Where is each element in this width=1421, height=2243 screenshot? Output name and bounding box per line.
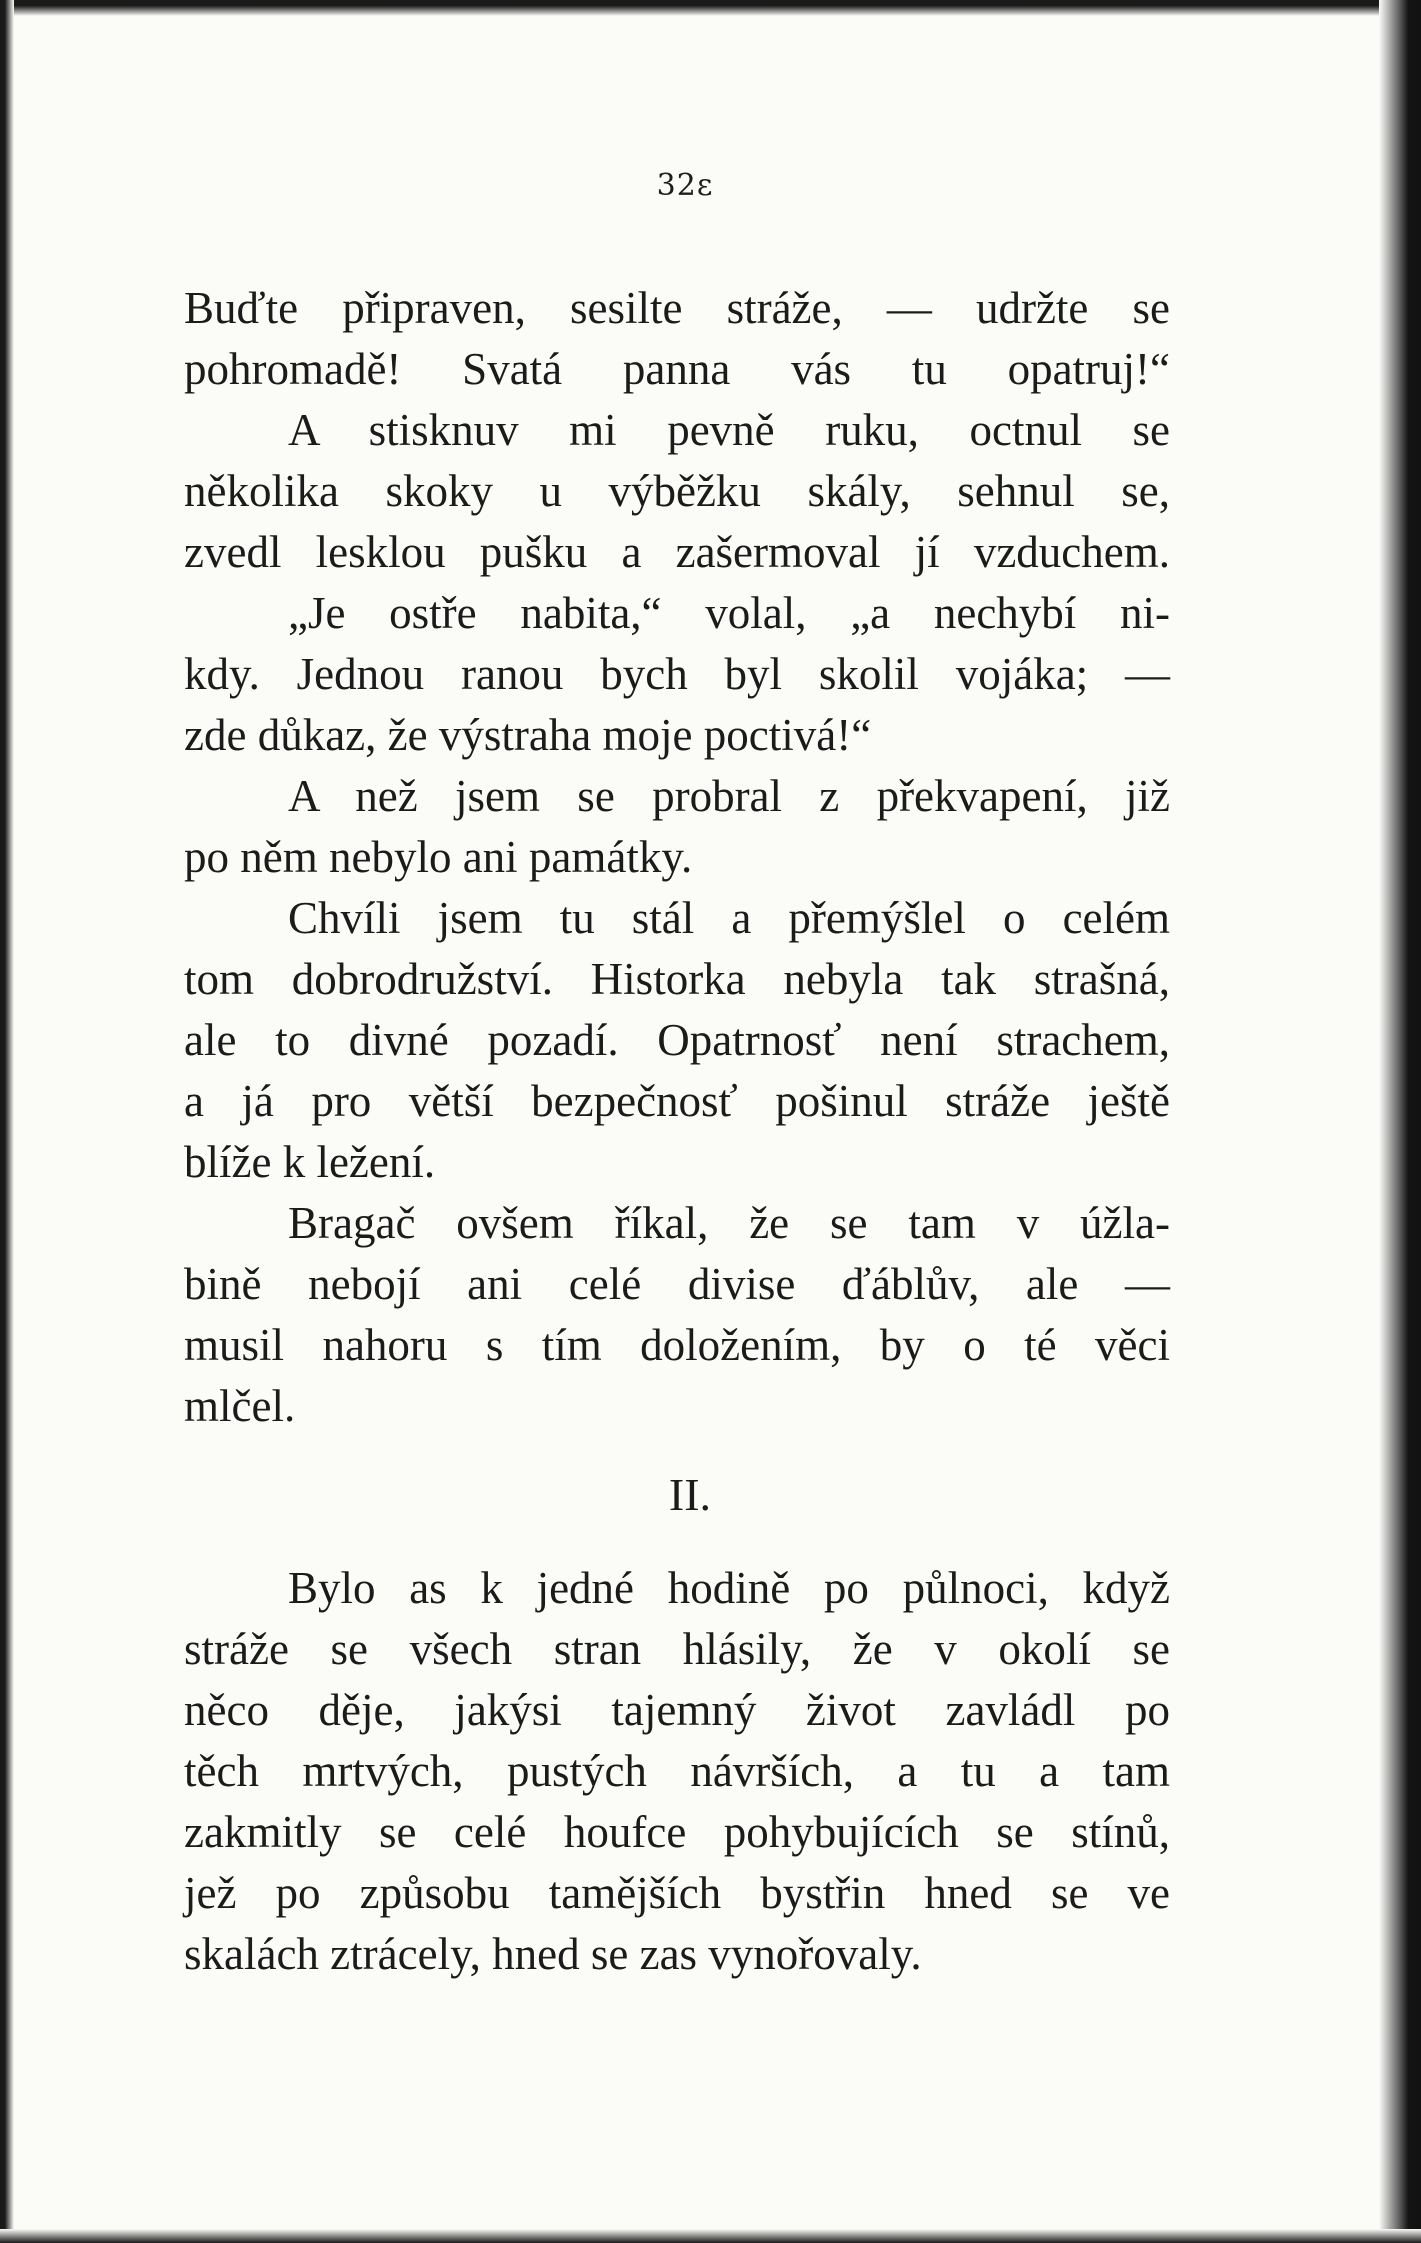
section-heading: II. [668,1469,712,1520]
text-line: těch mrtvých, pustých návrších, a tu a tam [184,1746,1170,1796]
scan-edge-right [1379,0,1421,2243]
text-block-1 [184,278,1170,1437]
text-line: zakmitly se celé houfce pohybujících se stínů, [184,1807,1170,1857]
text-line: A než jsem se probral z překvapení, již [288,771,1170,821]
text-line: mlčel. [184,1381,296,1431]
text-line: bině nebojí ani celé divise ďáblův, ale — [184,1259,1170,1309]
scan-edge-left [0,0,14,2243]
text-line: Chvíli jsem tu stál a přemýšlel o celém [288,893,1170,943]
text-line: musil nahoru s tím doložením, by o té věci [184,1320,1170,1370]
text-line: a já pro větší bezpečnosť pošinul stráže ještě [184,1076,1170,1126]
text-line: stráže se všech stran hlásily, že v okolí se [184,1624,1170,1674]
text-line: po něm nebylo ani památky. [184,832,693,882]
text-line: tom dobrodružství. Historka nebyla tak strašná, [184,954,1170,1004]
text-line: ale to divné pozadí. Opatrnosť není strachem, [184,1015,1170,1065]
text-line: něco děje, jakýsi tajemný život zavládl po [184,1685,1170,1735]
text-line: Bragač ovšem říkal, že se tam v úžla- [288,1198,1170,1248]
text-line: „Je ostře nabita,“ volal, „a nechybí ni- [288,588,1170,638]
text-line: zde důkaz, že výstraha moje poctivá!“ [184,710,872,760]
text-line: kdy. Jednou ranou bych byl skolil vojáka; — [184,649,1170,699]
text-line: zvedl lesklou pušku a zašermoval jí vzduchem. [184,527,1170,577]
scan-edge-top [0,0,1421,16]
text-line: blíže k ležení. [184,1137,436,1187]
text-line: jež po způsobu tamějších bystřin hned se ve [184,1868,1170,1918]
text-line: Buďte připraven, sesilte stráže, — udržte se [184,283,1170,333]
text-line: několika skoky u výběžku skály, sehnul se, [184,466,1170,516]
page-number: 32ɛ [656,168,714,203]
scan-edge-bottom [0,2229,1421,2243]
text-block-2 [184,1558,1170,1985]
text-line: A stisknuv mi pevně ruku, octnul se [288,405,1170,455]
text-line: pohromadě! Svatá panna vás tu opatruj!“ [184,344,1170,394]
text-line: skalách ztrácely, hned se zas vynořovaly. [184,1929,922,1979]
text-line: Bylo as k jedné hodině po půlnoci, když [288,1563,1170,1613]
